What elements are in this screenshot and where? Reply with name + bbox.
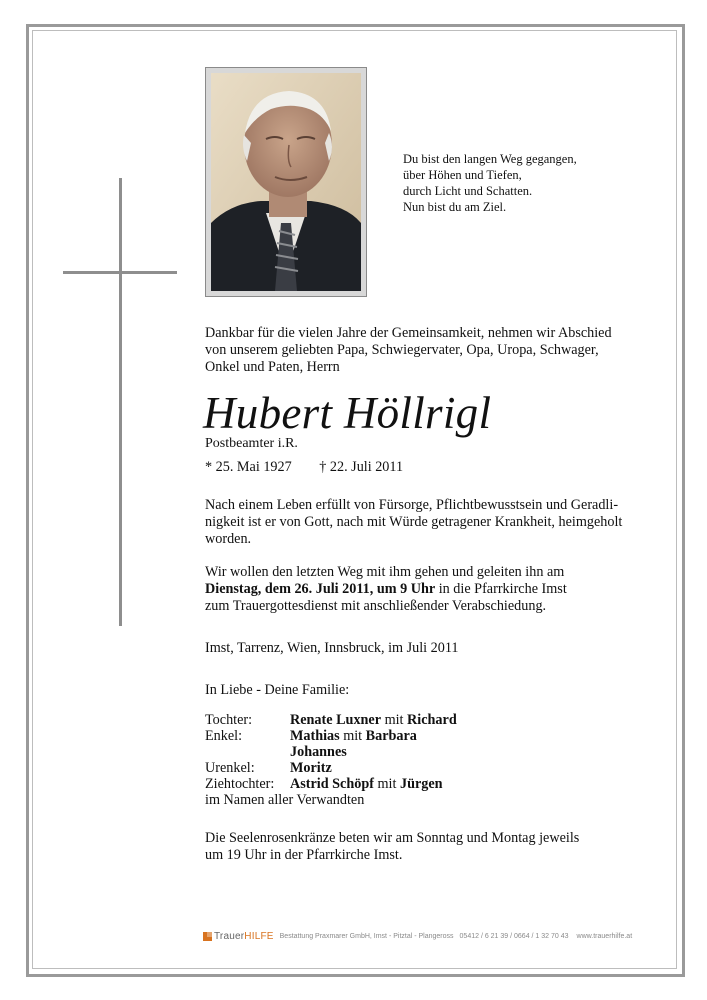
funeral-place: in die Pfarrkirche Imst <box>435 581 567 597</box>
family-label-daughter: Tochter: <box>205 712 253 728</box>
cross-horizontal-bar <box>63 271 177 274</box>
portrait-frame <box>205 67 367 297</box>
life-line: worden. <box>205 531 252 547</box>
footer-phone: 05412 / 6 21 39 / 0664 / 1 32 70 43 <box>459 933 569 940</box>
family-connector: mit <box>343 728 363 744</box>
family-value-foster-daughter <box>290 776 443 792</box>
portrait-image <box>211 73 361 291</box>
family-name: Richard <box>407 712 457 728</box>
family-name: Astrid Schöpf <box>290 776 374 792</box>
footer <box>203 931 632 942</box>
funeral-line <box>205 581 567 598</box>
family-relatives: im Namen aller Verwandten <box>205 792 365 808</box>
family-value-grandchildren <box>290 728 417 744</box>
family-intro: In Liebe - Deine Familie: <box>205 682 350 698</box>
family-label-great-grandchildren: Urenkel: <box>205 760 255 776</box>
logo-word: Trauer <box>214 931 245 942</box>
logo-word-accent: HILFE <box>244 931 274 942</box>
funeral-line: zum Trauergottesdienst mit anschließender Verabschiedung. <box>205 598 547 614</box>
poem-line: Nun bist du am Ziel. <box>403 200 507 214</box>
family-name: Mathias <box>290 728 340 744</box>
family-connector: mit <box>384 712 404 728</box>
logo-icon <box>203 932 212 941</box>
poem-line: Du bist den langen Weg gegangen, <box>403 152 577 166</box>
rosary-line: Die Seelenrosenkränze beten wir am Sonntag und Montag jeweils <box>205 830 580 846</box>
poem <box>403 151 577 215</box>
footer-company: Bestattung Praxmarer GmbH, Imst - Pitztal - Plangeross <box>279 933 454 940</box>
footer-web: www.trauerhilfe.at <box>576 933 633 940</box>
portrait-photo <box>211 73 361 291</box>
life-line: nigkeit ist er von Gott, nach mit Würde getragener Krankheit, heimgeholt <box>205 514 623 530</box>
intro-line: von unserem geliebten Papa, Schwiegervater, Opa, Uropa, Schwager, <box>205 342 599 358</box>
family-label-grandchildren: Enkel: <box>205 728 243 744</box>
life-dates <box>205 459 403 476</box>
family-name: Moritz <box>290 760 332 776</box>
family-name: Johannes <box>290 744 347 760</box>
deceased-name: Hubert Höllrigl <box>203 388 492 438</box>
family-name: Barbara <box>365 728 417 744</box>
cross-vertical-bar <box>119 178 122 626</box>
poem-line: durch Licht und Schatten. <box>403 184 533 198</box>
poem-line: über Höhen und Tiefen, <box>403 168 522 182</box>
death-date: † 22. Juli 2011 <box>319 459 404 475</box>
place-date: Imst, Tarrenz, Wien, Innsbruck, im Juli 2011 <box>205 640 459 656</box>
family-connector: mit <box>377 776 397 792</box>
funeral-line: Wir wollen den letzten Weg mit ihm gehen und geleiten ihn am <box>205 564 565 580</box>
life-line: Nach einem Leben erfüllt von Fürsorge, Pflichtbewusstsein und Geradli- <box>205 497 619 513</box>
rosary-line: um 19 Uhr in der Pfarrkirche Imst. <box>205 847 403 863</box>
family-name: Jürgen <box>399 776 443 792</box>
family-label-foster-daughter: Ziehtochter: <box>205 776 275 792</box>
family-name: Renate Luxner <box>290 712 382 728</box>
birth-date: * 25. Mai 1927 <box>205 459 292 475</box>
intro-line: Dankbar für die vielen Jahre der Gemeinsamkeit, nehmen wir Abschied <box>205 325 612 341</box>
logo-text <box>214 931 274 942</box>
occupation: Postbeamter i.R. <box>205 436 298 451</box>
family-value-daughter <box>290 712 457 728</box>
funeral-date: Dienstag, dem 26. Juli 2011, um 9 Uhr <box>205 581 436 597</box>
intro-line: Onkel und Paten, Herrn <box>205 359 340 375</box>
